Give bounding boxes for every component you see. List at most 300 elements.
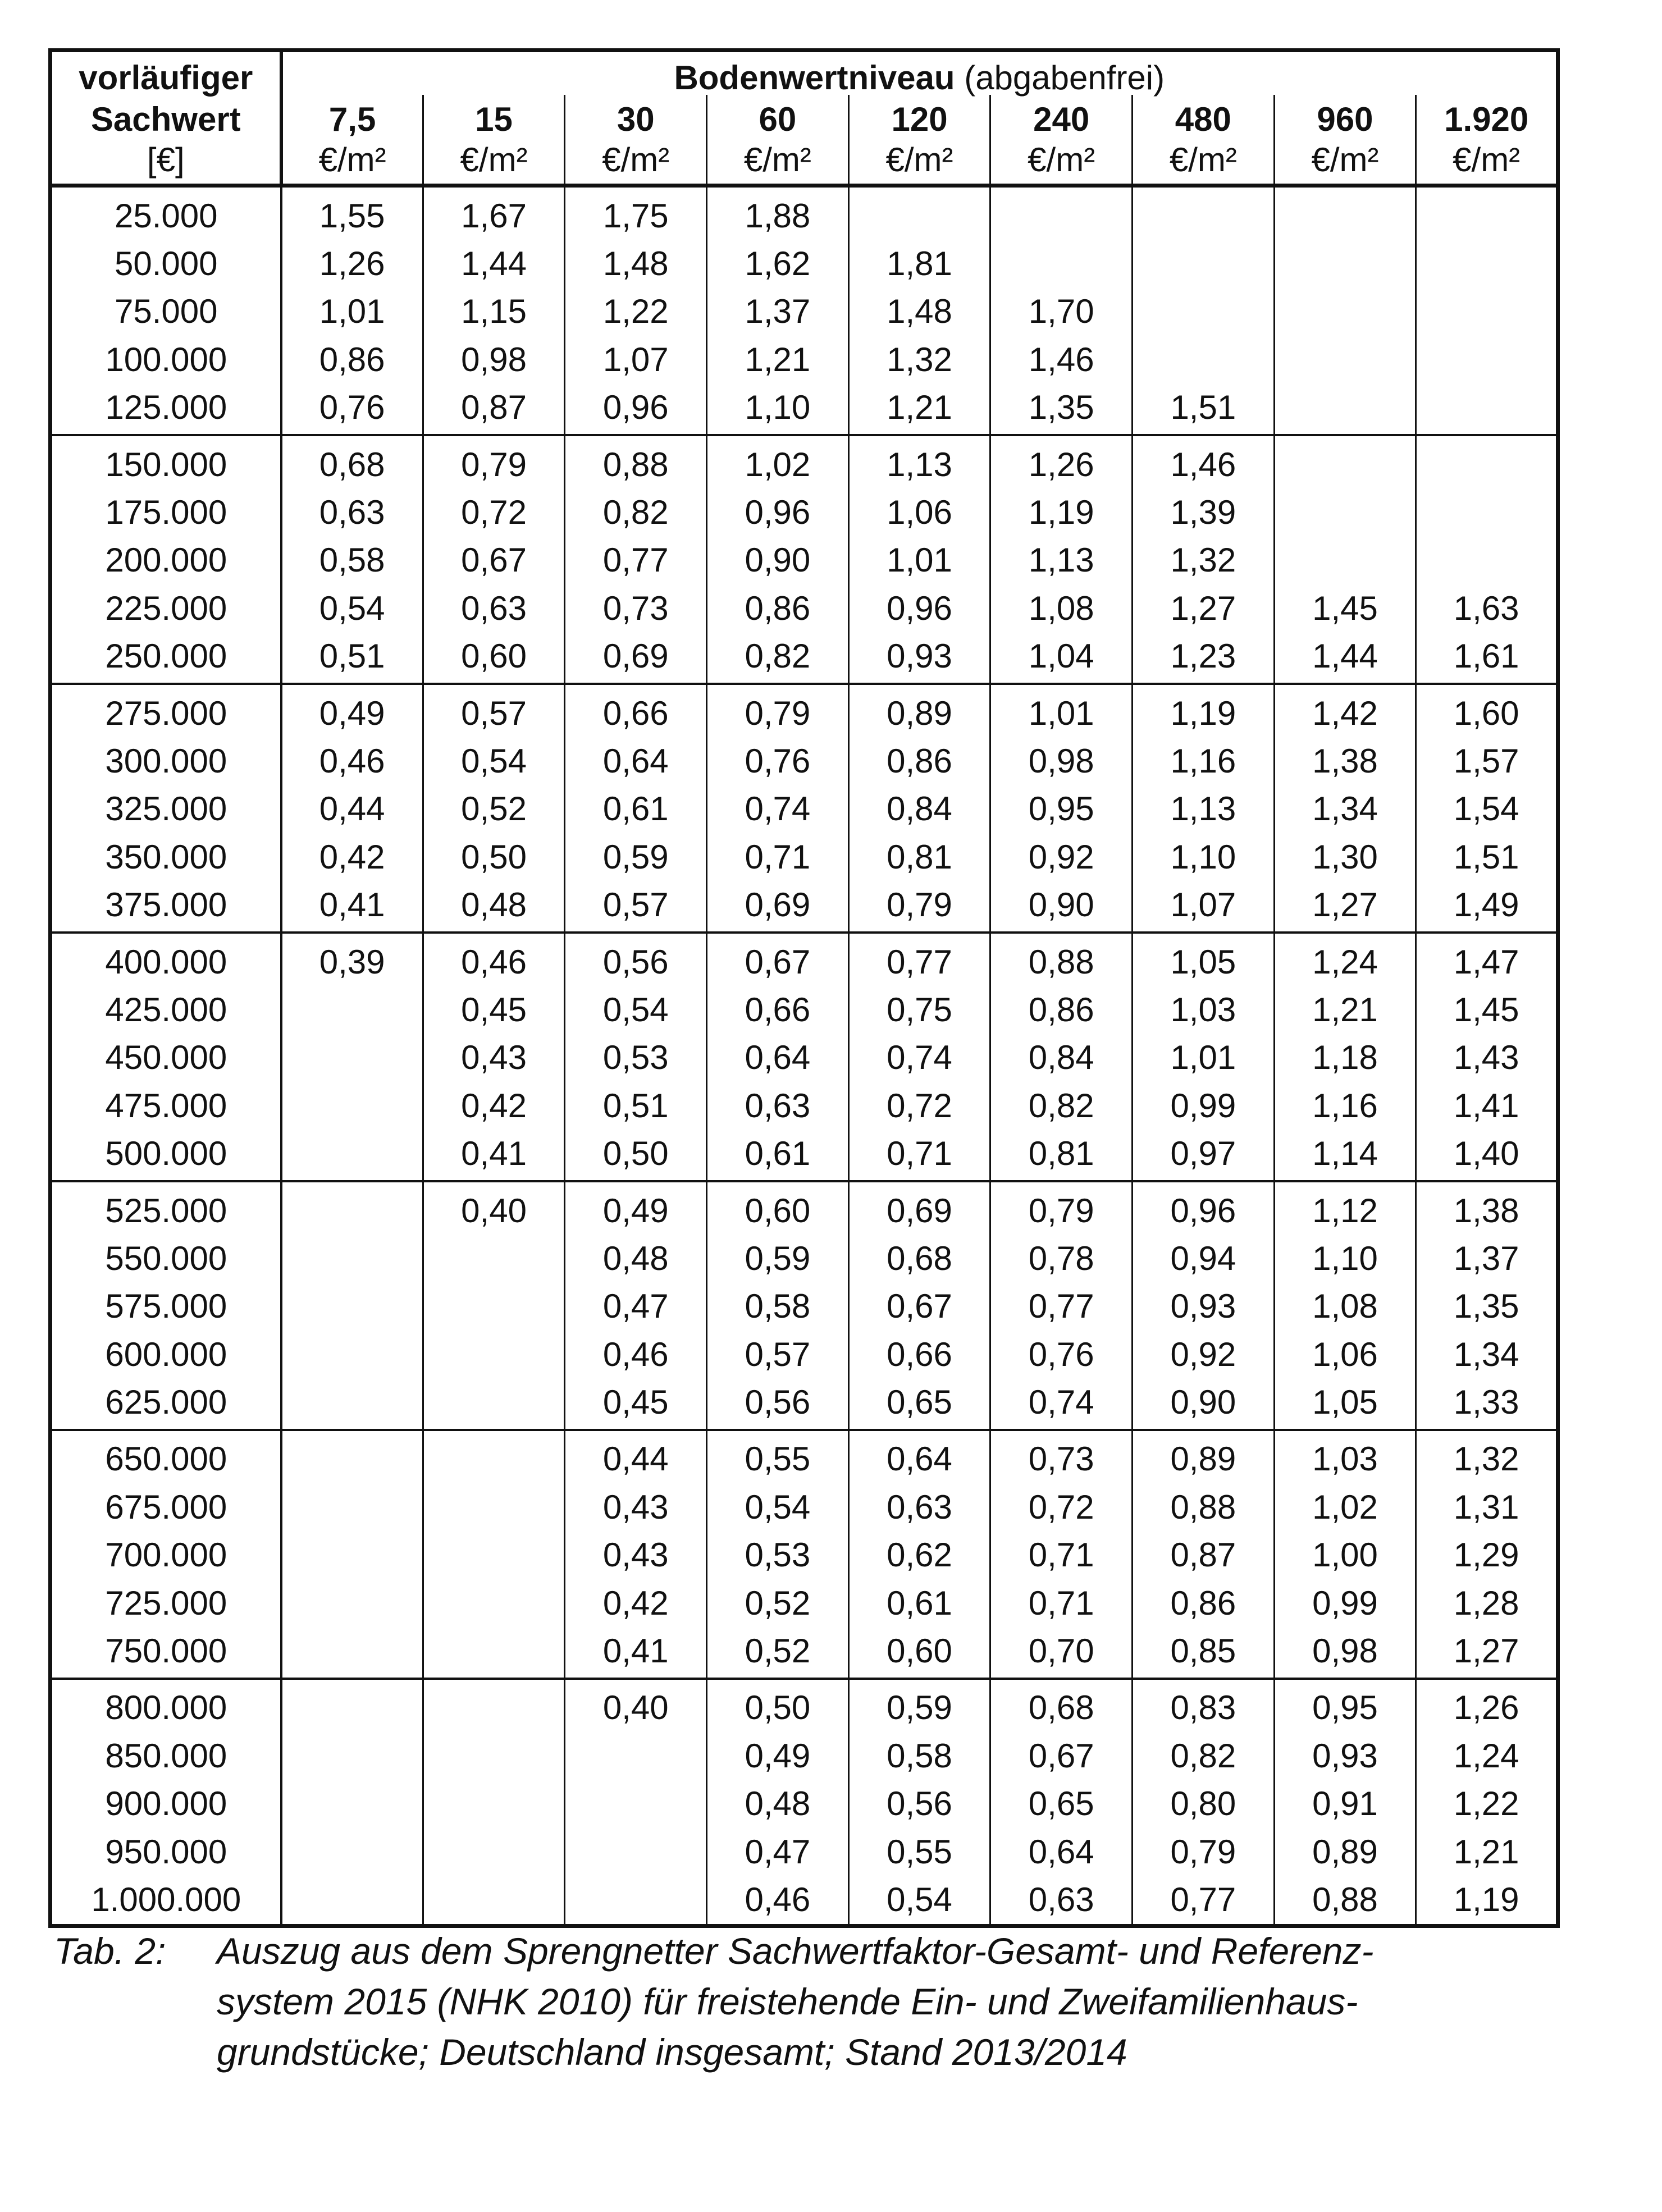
table-cell: 1,05 [1274, 1378, 1416, 1429]
table-cell [1416, 384, 1558, 435]
table-cell: 0,77 [1133, 1876, 1275, 1926]
row-label: 275.000 [51, 684, 281, 737]
table-cell [1416, 336, 1558, 383]
table-cell: 1,46 [1133, 435, 1275, 488]
table-cell: 1,06 [1274, 1331, 1416, 1378]
table-cell [1133, 186, 1275, 240]
header-first-line-1: vorläufiger [51, 51, 281, 95]
table-cell: 1,31 [1416, 1483, 1558, 1531]
table-cell: 1,06 [848, 488, 990, 536]
table-cell: 1,37 [707, 288, 849, 336]
column-unit-5: €/m² [990, 136, 1133, 186]
table-cell: 1,07 [1133, 881, 1275, 932]
table-cell: 0,68 [990, 1679, 1133, 1732]
table-row [51, 186, 1558, 240]
table-cell: 0,46 [565, 1331, 707, 1378]
caption-text [217, 1926, 1570, 2077]
table-cell: 0,50 [707, 1679, 849, 1732]
table-cell: 0,58 [707, 1283, 849, 1331]
row-label: 700.000 [51, 1532, 281, 1579]
table-cell: 0,61 [848, 1579, 990, 1627]
table-cell: 0,66 [848, 1331, 990, 1378]
column-header-0: 7,5 [328, 100, 376, 138]
table-cell: 1,34 [1274, 785, 1416, 833]
table-cell: 1,32 [1133, 537, 1275, 584]
table-cell: 1,13 [990, 537, 1133, 584]
table-cell [423, 1235, 565, 1282]
table-cell: 0,96 [565, 384, 707, 435]
table-cell: 1,23 [1133, 633, 1275, 684]
table-cell [281, 1034, 423, 1082]
table-cell: 1,02 [707, 435, 849, 488]
table-body [51, 186, 1558, 1926]
table-cell: 1,35 [990, 384, 1133, 435]
table-cell: 0,64 [565, 737, 707, 785]
row-label: 625.000 [51, 1378, 281, 1429]
table-cell [423, 1579, 565, 1627]
table-cell: 0,69 [848, 1181, 990, 1235]
header-first-line-2: Sachwert [51, 95, 281, 136]
table-cell: 0,42 [423, 1082, 565, 1130]
row-label: 800.000 [51, 1679, 281, 1732]
table-cell: 1,38 [1416, 1181, 1558, 1235]
table-cell [281, 1181, 423, 1235]
table-cell: 1,51 [1416, 833, 1558, 881]
table-cell: 0,48 [707, 1780, 849, 1828]
table-cell [423, 1430, 565, 1483]
table-row [51, 1130, 1558, 1181]
table-cell: 1,32 [1416, 1430, 1558, 1483]
table-cell: 0,97 [1133, 1130, 1275, 1181]
table-cell: 1,19 [1416, 1876, 1558, 1926]
column-unit-1: €/m² [423, 136, 565, 186]
table-caption [54, 1926, 1570, 2077]
table-cell: 0,90 [707, 537, 849, 584]
table-cell: 1,26 [1416, 1679, 1558, 1732]
table-cell [281, 1679, 423, 1732]
table-cell: 0,48 [565, 1235, 707, 1282]
table-cell: 1,32 [848, 336, 990, 383]
table-cell: 1,33 [1416, 1378, 1558, 1429]
table-row [51, 881, 1558, 932]
group-title-rest: (abgabenfrei) [955, 59, 1165, 97]
table-cell: 0,88 [1274, 1876, 1416, 1926]
table-cell: 1,61 [1416, 633, 1558, 684]
table-cell: 1,02 [1274, 1483, 1416, 1531]
table-cell: 0,96 [1133, 1181, 1275, 1235]
table-cell [1274, 336, 1416, 383]
table-cell: 1,44 [423, 240, 565, 287]
table-cell: 1,08 [990, 584, 1133, 632]
table-cell: 0,49 [281, 684, 423, 737]
table-cell: 1,03 [1133, 986, 1275, 1034]
table-cell: 1,07 [565, 336, 707, 383]
table-cell: 0,82 [1133, 1732, 1275, 1780]
table-cell [1416, 240, 1558, 287]
column-unit-7: €/m² [1274, 136, 1416, 186]
row-label: 725.000 [51, 1579, 281, 1627]
table-cell: 0,95 [990, 785, 1133, 833]
table-cell: 1,62 [707, 240, 849, 287]
table-cell: 0,77 [990, 1283, 1133, 1331]
table-cell: 0,84 [848, 785, 990, 833]
table-cell: 0,71 [990, 1579, 1133, 1627]
table-cell [1416, 537, 1558, 584]
table-cell: 1,26 [990, 435, 1133, 488]
table-cell [565, 1828, 707, 1876]
table-cell: 0,68 [848, 1235, 990, 1282]
table-cell: 0,46 [423, 933, 565, 986]
table-cell: 0,79 [423, 435, 565, 488]
table-cell: 0,77 [848, 933, 990, 986]
table-cell: 1,48 [565, 240, 707, 287]
row-label: 125.000 [51, 384, 281, 435]
table-cell: 0,67 [707, 933, 849, 986]
table-cell: 0,57 [707, 1331, 849, 1378]
table-cell: 1,81 [848, 240, 990, 287]
table-cell: 1,44 [1274, 633, 1416, 684]
table-cell: 0,39 [281, 933, 423, 986]
table-cell [281, 1378, 423, 1429]
table-cell [281, 1331, 423, 1378]
table-cell: 0,74 [848, 1034, 990, 1082]
row-label: 500.000 [51, 1130, 281, 1181]
table-cell: 0,66 [707, 986, 849, 1034]
table-row [51, 384, 1558, 435]
table-cell: 0,86 [848, 737, 990, 785]
table-cell [1274, 488, 1416, 536]
table-cell: 0,89 [1133, 1430, 1275, 1483]
table-cell: 1,01 [1133, 1034, 1275, 1082]
table-row [51, 1483, 1558, 1531]
table-cell: 1,28 [1416, 1579, 1558, 1627]
table-cell [1416, 488, 1558, 536]
table-cell: 0,56 [707, 1378, 849, 1429]
table-cell: 0,92 [990, 833, 1133, 881]
table-row [51, 288, 1558, 336]
table-cell [281, 1235, 423, 1282]
table-cell: 0,46 [707, 1876, 849, 1926]
table-cell: 0,85 [1133, 1627, 1275, 1678]
table-cell: 0,57 [423, 684, 565, 737]
table-cell [281, 1627, 423, 1678]
table-cell: 0,69 [565, 633, 707, 684]
table-cell: 0,54 [707, 1483, 849, 1531]
row-label: 675.000 [51, 1483, 281, 1531]
table-cell: 1,37 [1416, 1235, 1558, 1282]
table-cell: 0,44 [281, 785, 423, 833]
table-cell: 0,54 [423, 737, 565, 785]
table-cell: 0,98 [423, 336, 565, 383]
table-cell: 0,58 [848, 1732, 990, 1780]
row-label: 350.000 [51, 833, 281, 881]
table-cell: 0,63 [423, 584, 565, 632]
table-cell: 0,92 [1133, 1331, 1275, 1378]
table-cell: 0,63 [990, 1876, 1133, 1926]
table-cell: 1,12 [1274, 1181, 1416, 1235]
row-label: 650.000 [51, 1430, 281, 1483]
table-cell: 0,52 [423, 785, 565, 833]
table-cell: 1,21 [1416, 1828, 1558, 1876]
table-cell: 0,98 [1274, 1627, 1416, 1678]
column-header-2: 30 [565, 95, 707, 136]
column-header-8: 1.920 [1416, 95, 1558, 136]
table-cell: 1,34 [1416, 1331, 1558, 1378]
table-cell [281, 1483, 423, 1531]
table-cell: 0,69 [707, 881, 849, 932]
table-cell: 1,10 [1274, 1235, 1416, 1282]
table-cell: 1,43 [1416, 1034, 1558, 1082]
row-label: 1.000.000 [51, 1876, 281, 1926]
table-cell: 0,79 [707, 684, 849, 737]
table-cell: 1,19 [1133, 684, 1275, 737]
table-cell: 1,55 [281, 186, 423, 240]
table-cell: 0,63 [707, 1082, 849, 1130]
table-cell: 0,72 [848, 1082, 990, 1130]
table-cell: 0,67 [990, 1732, 1133, 1780]
table-cell: 1,10 [1133, 833, 1275, 881]
table-cell: 1,30 [1274, 833, 1416, 881]
table-cell [848, 186, 990, 240]
table-cell [281, 1532, 423, 1579]
table-cell: 0,50 [565, 1130, 707, 1181]
table-cell: 0,64 [990, 1828, 1133, 1876]
table-row [51, 633, 1558, 684]
table-cell: 0,81 [990, 1130, 1133, 1181]
table-cell: 1,05 [1133, 933, 1275, 986]
table-cell: 1,47 [1416, 933, 1558, 986]
table-cell [423, 1732, 565, 1780]
table-row [51, 1331, 1558, 1378]
table-cell: 1,49 [1416, 881, 1558, 932]
table-cell [565, 1876, 707, 1926]
sachwertfaktor-table [48, 48, 1560, 1928]
table-cell [565, 1732, 707, 1780]
row-label: 425.000 [51, 986, 281, 1034]
table-cell: 1,67 [423, 186, 565, 240]
table-cell [1274, 288, 1416, 336]
caption-line-2: system 2015 (NHK 2010) für freistehende Ein- und Zweifamilienhaus- [217, 1981, 1358, 2022]
table-cell: 1,15 [423, 288, 565, 336]
row-label: 300.000 [51, 737, 281, 785]
table-cell: 0,89 [848, 684, 990, 737]
caption-line-1: Auszug aus dem Sprengnetter Sachwertfaktor-Gesamt- und Referenz- [217, 1930, 1374, 1972]
table-cell: 0,57 [565, 881, 707, 932]
table-cell: 1,22 [1416, 1780, 1558, 1828]
table-cell [423, 1780, 565, 1828]
table-cell: 0,43 [565, 1532, 707, 1579]
table-row [51, 1627, 1558, 1678]
table-cell: 0,45 [423, 986, 565, 1034]
table-cell: 0,81 [848, 833, 990, 881]
row-label: 450.000 [51, 1034, 281, 1082]
table-cell: 1,40 [1416, 1130, 1558, 1181]
table-cell: 0,99 [1274, 1579, 1416, 1627]
table-cell: 0,40 [565, 1679, 707, 1732]
table-cell: 0,54 [281, 584, 423, 632]
row-label: 150.000 [51, 435, 281, 488]
table-cell: 0,79 [1133, 1828, 1275, 1876]
table-cell [1133, 336, 1275, 383]
table-row [51, 1283, 1558, 1331]
table-row [51, 1034, 1558, 1082]
table-cell: 0,88 [565, 435, 707, 488]
table-row [51, 1532, 1558, 1579]
table-cell: 0,41 [565, 1627, 707, 1678]
table-cell: 1,46 [990, 336, 1133, 383]
table-cell: 0,91 [1274, 1780, 1416, 1828]
table-cell: 0,71 [990, 1532, 1133, 1579]
table-row [51, 488, 1558, 536]
table-cell: 0,55 [848, 1828, 990, 1876]
table-cell: 0,49 [707, 1732, 849, 1780]
table-cell: 0,96 [707, 488, 849, 536]
table-cell: 0,79 [848, 881, 990, 932]
table-cell: 0,73 [565, 584, 707, 632]
table-cell: 0,95 [1274, 1679, 1416, 1732]
table-cell [1416, 435, 1558, 488]
table-row [51, 1378, 1558, 1429]
table-row [51, 1430, 1558, 1483]
table-row [51, 1579, 1558, 1627]
table-cell: 0,86 [990, 986, 1133, 1034]
table-cell: 0,98 [990, 737, 1133, 785]
row-label: 575.000 [51, 1283, 281, 1331]
table-cell: 1,41 [1416, 1082, 1558, 1130]
table-cell [423, 1483, 565, 1531]
table-cell: 0,77 [565, 537, 707, 584]
table-row [51, 986, 1558, 1034]
column-unit-0: €/m² [281, 136, 423, 186]
table-cell: 0,59 [565, 833, 707, 881]
table-cell: 0,68 [281, 435, 423, 488]
table-cell [281, 986, 423, 1034]
table-cell: 0,47 [565, 1283, 707, 1331]
table-row [51, 785, 1558, 833]
table-cell: 0,56 [848, 1780, 990, 1828]
table-cell: 0,86 [281, 336, 423, 383]
table-cell: 0,43 [423, 1034, 565, 1082]
table-cell: 1,14 [1274, 1130, 1416, 1181]
table-cell [423, 1331, 565, 1378]
row-label: 375.000 [51, 881, 281, 932]
table-cell: 0,74 [707, 785, 849, 833]
table-cell [281, 1130, 423, 1181]
group-header [281, 51, 1558, 95]
table-cell: 0,75 [848, 986, 990, 1034]
table-cell: 1,16 [1133, 737, 1275, 785]
table-cell [1133, 240, 1275, 287]
table-cell [423, 1679, 565, 1732]
table-cell: 0,60 [423, 633, 565, 684]
table-cell: 1,21 [848, 384, 990, 435]
table-cell [281, 1430, 423, 1483]
table-cell: 0,50 [423, 833, 565, 881]
table-cell: 0,46 [281, 737, 423, 785]
row-label: 900.000 [51, 1780, 281, 1828]
table-cell: 0,51 [281, 633, 423, 684]
header-first-line-3: [€] [51, 136, 281, 186]
column-unit-6: €/m² [1133, 136, 1275, 186]
row-label: 50.000 [51, 240, 281, 287]
table-cell: 1,38 [1274, 737, 1416, 785]
table-cell: 0,64 [848, 1430, 990, 1483]
table-cell: 0,41 [423, 1130, 565, 1181]
table-cell: 0,76 [281, 384, 423, 435]
table-cell: 1,39 [1133, 488, 1275, 536]
table-cell: 1,03 [1274, 1430, 1416, 1483]
table-cell: 0,71 [707, 833, 849, 881]
table-cell: 0,41 [281, 881, 423, 932]
table-cell [990, 186, 1133, 240]
table-cell: 0,47 [707, 1828, 849, 1876]
table-cell [423, 1627, 565, 1678]
table-cell: 1,54 [1416, 785, 1558, 833]
table-cell: 0,90 [1133, 1378, 1275, 1429]
table-cell: 1,10 [707, 384, 849, 435]
table-cell: 0,40 [423, 1181, 565, 1235]
table-header [51, 51, 1558, 186]
table-cell: 1,63 [1416, 584, 1558, 632]
table-cell: 0,83 [1133, 1679, 1275, 1732]
table-cell: 0,67 [423, 537, 565, 584]
table-cell: 0,54 [565, 986, 707, 1034]
table-cell [1274, 240, 1416, 287]
table-cell [281, 1082, 423, 1130]
table-cell: 0,93 [1133, 1283, 1275, 1331]
table-cell [1274, 186, 1416, 240]
row-label: 25.000 [51, 186, 281, 240]
table-cell: 0,61 [565, 785, 707, 833]
table-cell: 1,35 [1416, 1283, 1558, 1331]
row-label: 475.000 [51, 1082, 281, 1130]
table-cell: 1,08 [1274, 1283, 1416, 1331]
table-cell: 0,56 [565, 933, 707, 986]
table-cell: 1,48 [848, 288, 990, 336]
table-cell: 0,79 [990, 1181, 1133, 1235]
table-row [51, 1828, 1558, 1876]
table-row [51, 684, 1558, 737]
caption-label: Tab. 2: [54, 1930, 166, 1972]
table-cell: 0,42 [281, 833, 423, 881]
table-cell [1133, 288, 1275, 336]
column-header-5: 240 [990, 95, 1133, 136]
table-cell: 0,74 [990, 1378, 1133, 1429]
table-row [51, 737, 1558, 785]
table-cell: 0,72 [990, 1483, 1133, 1531]
table-cell [281, 1579, 423, 1627]
table-row [51, 1679, 1558, 1732]
table-cell: 0,44 [565, 1430, 707, 1483]
column-header-3: 60 [707, 95, 849, 136]
table-row [51, 833, 1558, 881]
caption-line-3: grundstücke; Deutschland insgesamt; Stand 2013/2014 [217, 2031, 1127, 2073]
table-cell: 0,63 [281, 488, 423, 536]
column-unit-4: €/m² [848, 136, 990, 186]
table-row [51, 584, 1558, 632]
table-cell: 0,88 [1133, 1483, 1275, 1531]
table-cell [565, 1780, 707, 1828]
column-header-1: 15 [423, 95, 565, 136]
table-cell: 0,53 [707, 1532, 849, 1579]
table-cell: 1,01 [990, 684, 1133, 737]
row-label: 225.000 [51, 584, 281, 632]
table-cell [1274, 435, 1416, 488]
table-cell: 1,45 [1416, 986, 1558, 1034]
column-header-4: 120 [848, 95, 990, 136]
table-cell: 0,52 [707, 1627, 849, 1678]
table-row [51, 933, 1558, 986]
